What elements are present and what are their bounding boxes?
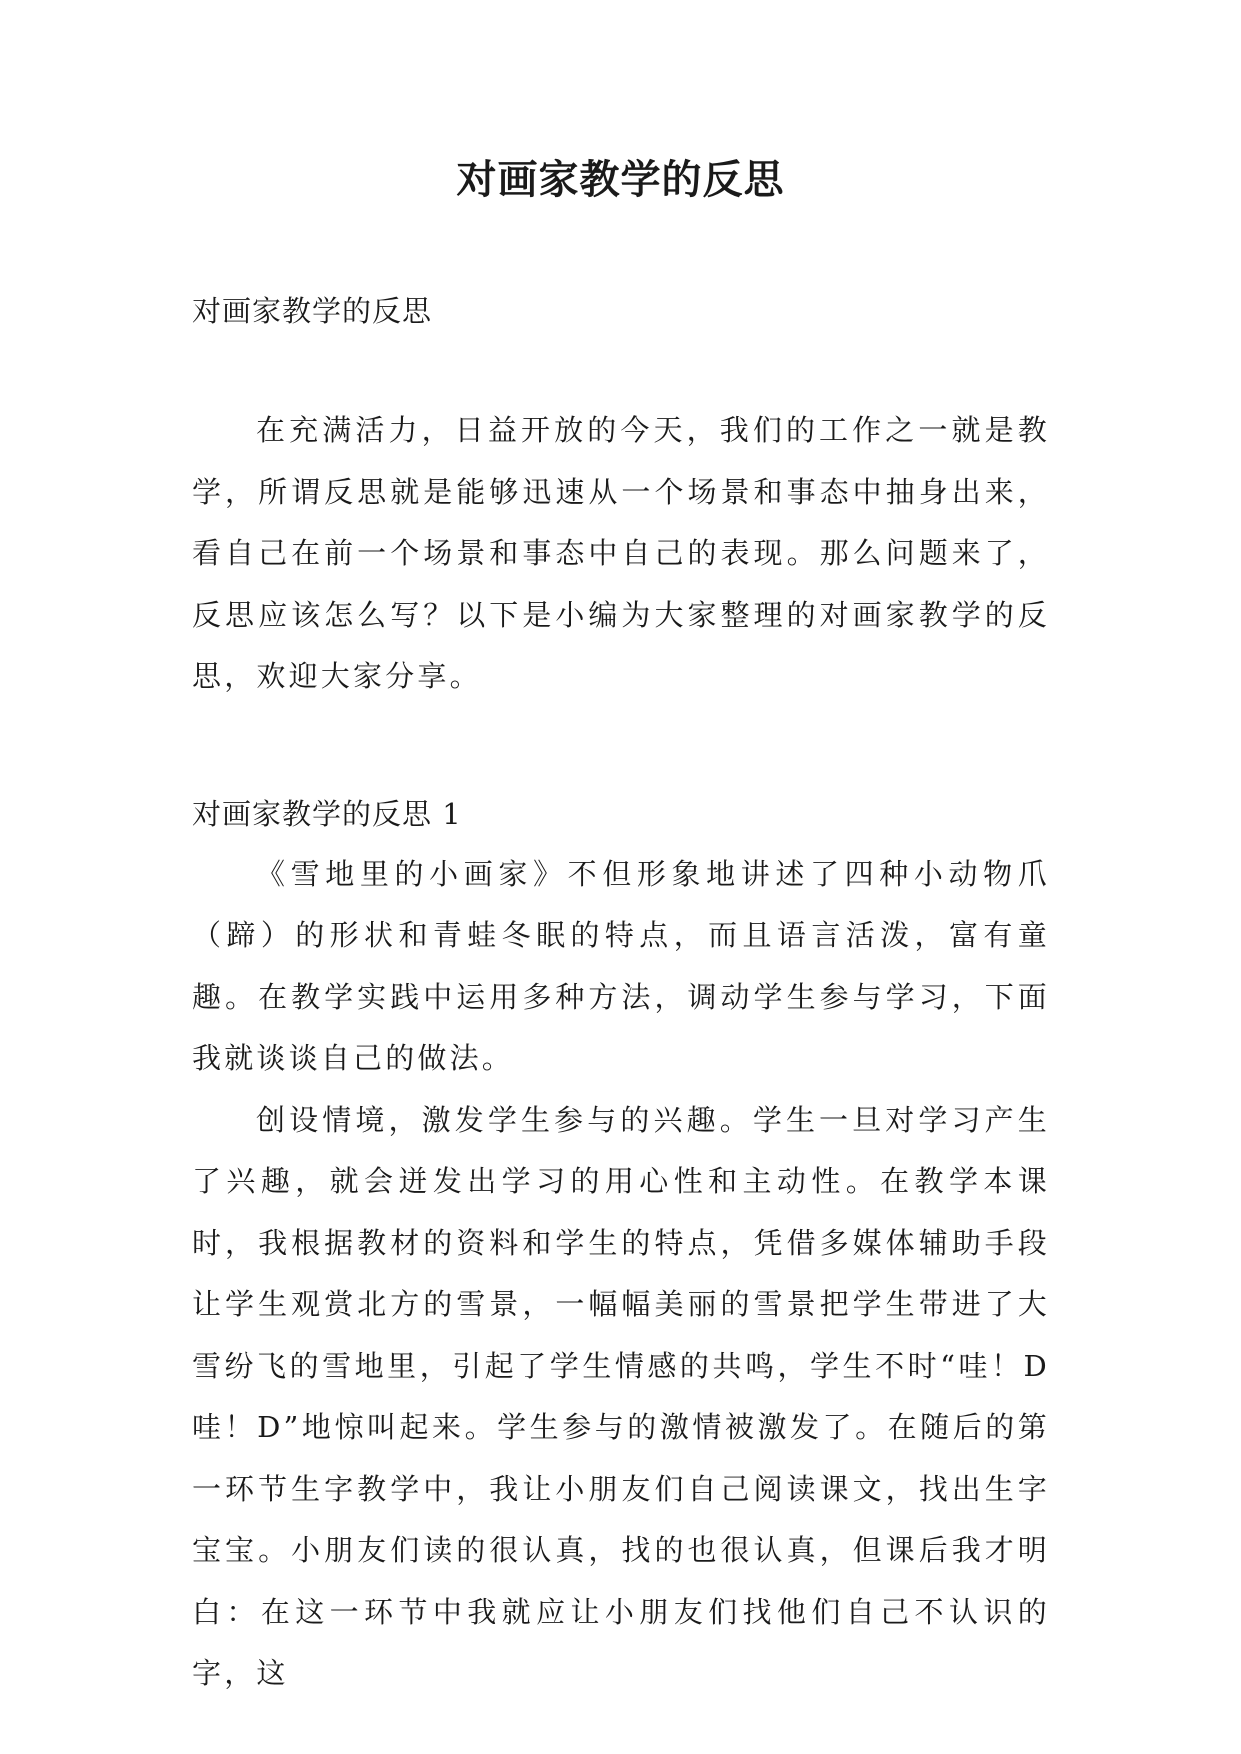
section-heading: 对画家教学的反思 1 <box>192 796 462 831</box>
document-subtitle: 对画家教学的反思 <box>192 294 433 328</box>
document-title: 对画家教学的反思 <box>456 157 785 203</box>
document-body <box>192 291 1050 1705</box>
section-1 <box>192 794 1050 1705</box>
intro-paragraph: 在充满活力，日益开放的今天，我们的工作之一就是教学，所谓反思就是能够迅速从一个场景和事态中抽身出来，看自己在前一个场景和事态中自己的表现。那么问题来了，反思应该怎么写？以下是小编为大家整理的对画家教学的反思，欢迎大家分享。 <box>192 413 1050 693</box>
section-paragraph: 创设情境，激发学生参与的兴趣。学生一旦对学习产生了兴趣，就会迸发出学习的用心性和主动性。在教学本课时，我根据教材的资料和学生的特点，凭借多媒体辅助手段让学生观赏北方的雪景，一幅幅美丽的雪景把学生带进了大雪纷飞的雪地里，引起了学生情感的共鸣，学生不时“哇！D哇！D”地惊叫起来。学生参与的激情被激发了。在随后的第一环节生字教学中，我让小朋友们自己阅读课文，找出生字宝宝。小朋友们读的很认真，找的也很认真，但课后我才明白：在这一环节中我就应让小朋友们找他们自己不认识的字，这 <box>192 1102 1050 1690</box>
section-paragraph: 《雪地里的小画家》不但形象地讲述了四种小动物爪（蹄）的形状和青蛙冬眠的特点，而且语言活泼，富有童趣。在教学实践中运用多种方法，调动学生参与学习，下面我就谈谈自己的做法。 <box>192 856 1050 1075</box>
